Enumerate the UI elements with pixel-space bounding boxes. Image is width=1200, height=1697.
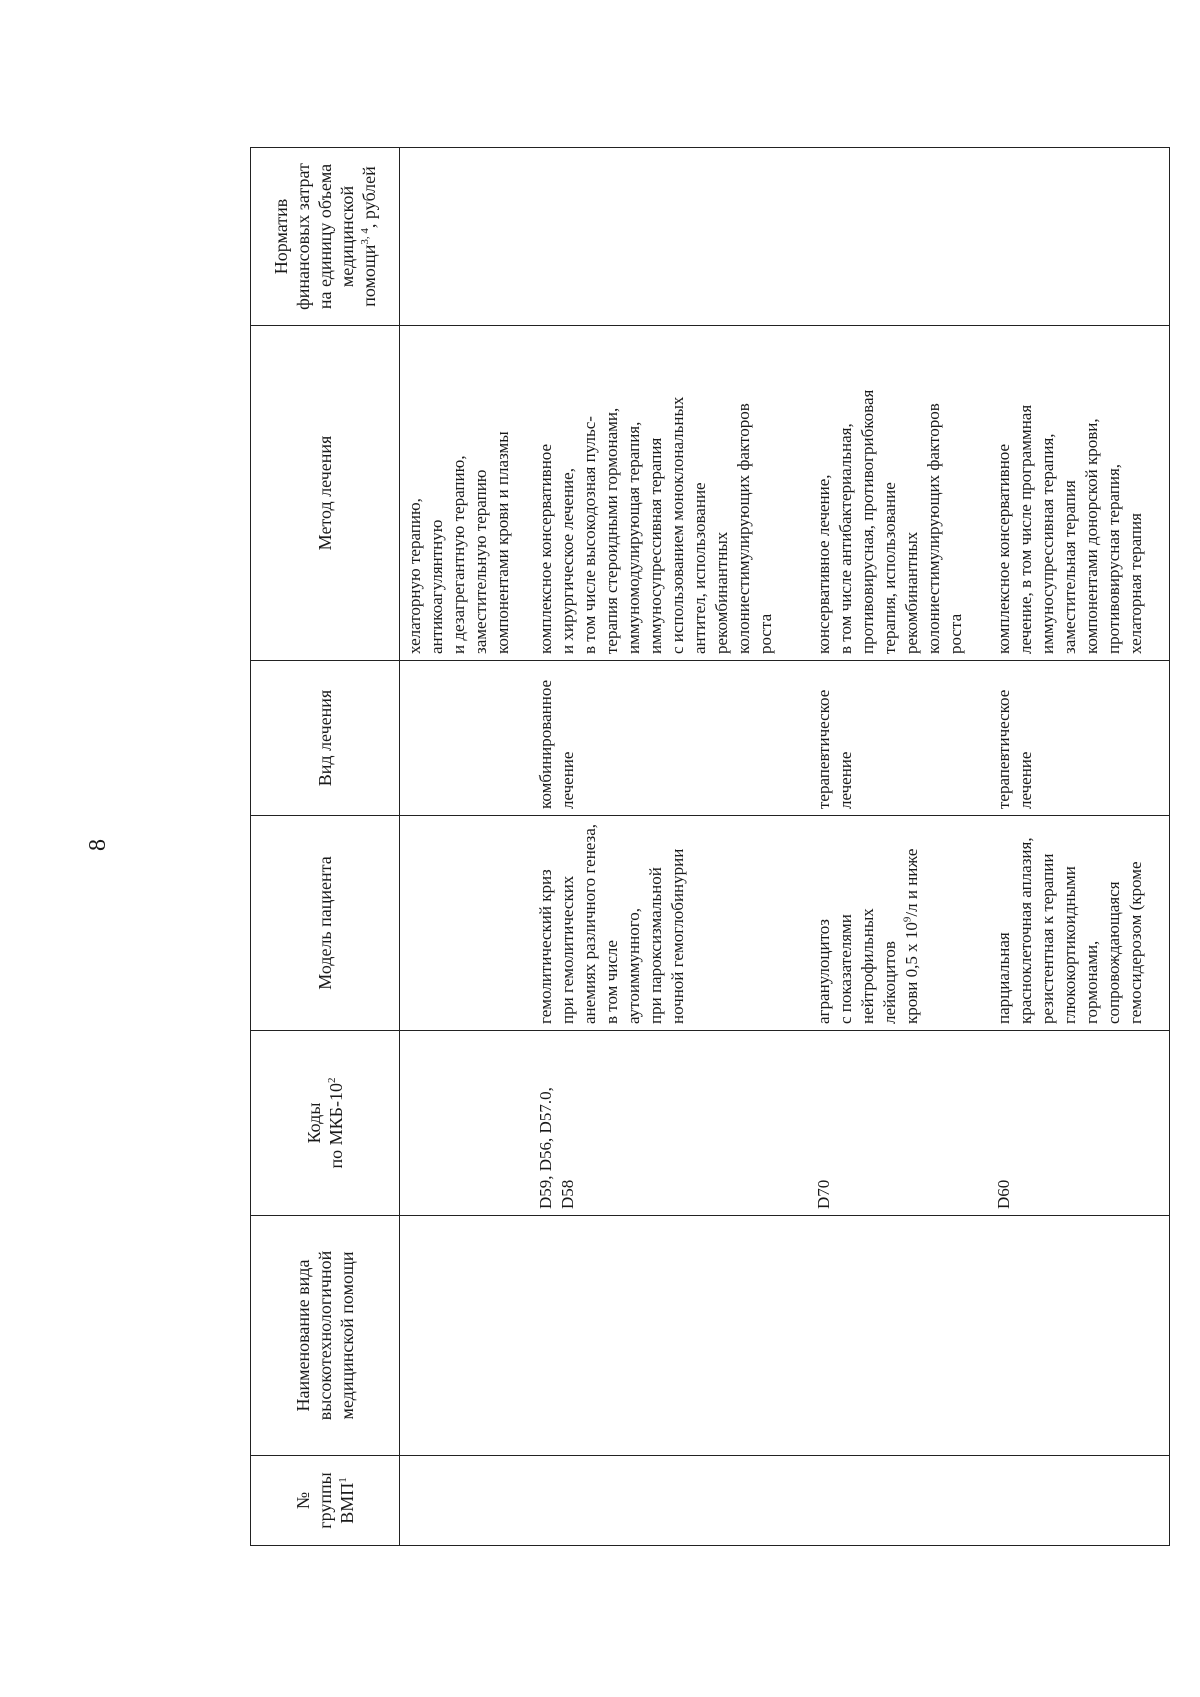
cell-cost-standard (531, 148, 809, 326)
cell-cost-standard (400, 148, 532, 326)
cell-icd-codes: D70 (809, 1031, 989, 1216)
cell-treatment-type: терапевтическое лечение (809, 661, 989, 816)
page-number: 8 (85, 839, 111, 851)
table-row (400, 148, 532, 1546)
cell-cost-standard (809, 148, 989, 326)
header-vmp-name: Наименование вида высокотехнологичной медицинской помощи (251, 1216, 400, 1456)
table-row (989, 148, 1170, 1546)
cell-patient-model: парциальная красноклеточная аплазия, резистентная к терапии глюкокортикоидными гормонами, сопровождающаяся гемосидерозом (кроме (989, 816, 1170, 1031)
cell-group-number (400, 1456, 532, 1546)
cell-vmp-name (400, 1216, 532, 1456)
cell-icd-codes (400, 1031, 532, 1216)
cell-treatment-type: комбинированное лечение (531, 661, 809, 816)
cell-icd-codes: D60 (989, 1031, 1170, 1216)
cell-icd-codes: D59, D56, D57.0, D58 (531, 1031, 809, 1216)
table-row (809, 148, 989, 1546)
cell-vmp-name (531, 1216, 809, 1456)
cell-cost-standard (989, 148, 1170, 326)
header-treatment-type: Вид лечения (251, 661, 400, 816)
header-treatment-method: Метод лечения (251, 326, 400, 661)
cell-vmp-name (809, 1216, 989, 1456)
cell-treatment-method: хелаторную терапию, антикоагулянтную и дезагрегантную терапию, заместительную терапию компонентами крови и плазмы (400, 326, 532, 661)
cell-patient-model: агранулоцитоз с показателями нейтрофильных лейкоцитов крови 0,5 x $10^9/л$ и ниже (809, 816, 989, 1031)
cell-patient-model: гемолитический криз при гемолитических анемиях различного генеза, в том числе аутоиммунного, при пароксизмальной ночной гемоглобинурии (531, 816, 809, 1031)
table-row (531, 148, 809, 1546)
header-icd-codes: Коды по МКБ-$10^2$ (251, 1031, 400, 1216)
cell-treatment-type: терапевтическое лечение (989, 661, 1170, 816)
cell-patient-model (400, 816, 532, 1031)
cell-group-number (989, 1456, 1170, 1546)
cell-group-number (809, 1456, 989, 1546)
cell-treatment-method: комплексное консервативное лечение, в том числе программная иммуносупрессивная терапия, заместительная терапия компонентами донорской крови, противовирусная терапия, хелаторная терапия (989, 326, 1170, 661)
cell-treatment-type (400, 661, 532, 816)
cell-group-number (531, 1456, 809, 1546)
cell-treatment-method: комплексное консервативное и хирургическое лечение, в том числе высокодозная пульс- терапия стероидными гормонами, иммуномодулирующая терапия, иммуносупрессивная терапия с использованием моноклональных антител, использование рекомбинантных колониестимулирующих факторов роста (531, 326, 809, 661)
rotated-page (120, 86, 1200, 1586)
header-group-number: № группы ВМП$^1$ (251, 1456, 400, 1546)
header-patient-model: Модель пациента (251, 816, 400, 1031)
cell-treatment-method: консервативное лечение, в том числе антибактериальная, противовирусная, противогрибковая терапия, использование рекомбинантных колониестимулирующих факторов роста (809, 326, 989, 661)
cell-vmp-name (989, 1216, 1170, 1456)
header-cost-standard: Норматив финансовых затрат на единицу объема медицинской помощи$^{3, 4}$, рублей (251, 148, 400, 326)
table-header-row (251, 148, 400, 1546)
vmp-table (250, 147, 1170, 1546)
